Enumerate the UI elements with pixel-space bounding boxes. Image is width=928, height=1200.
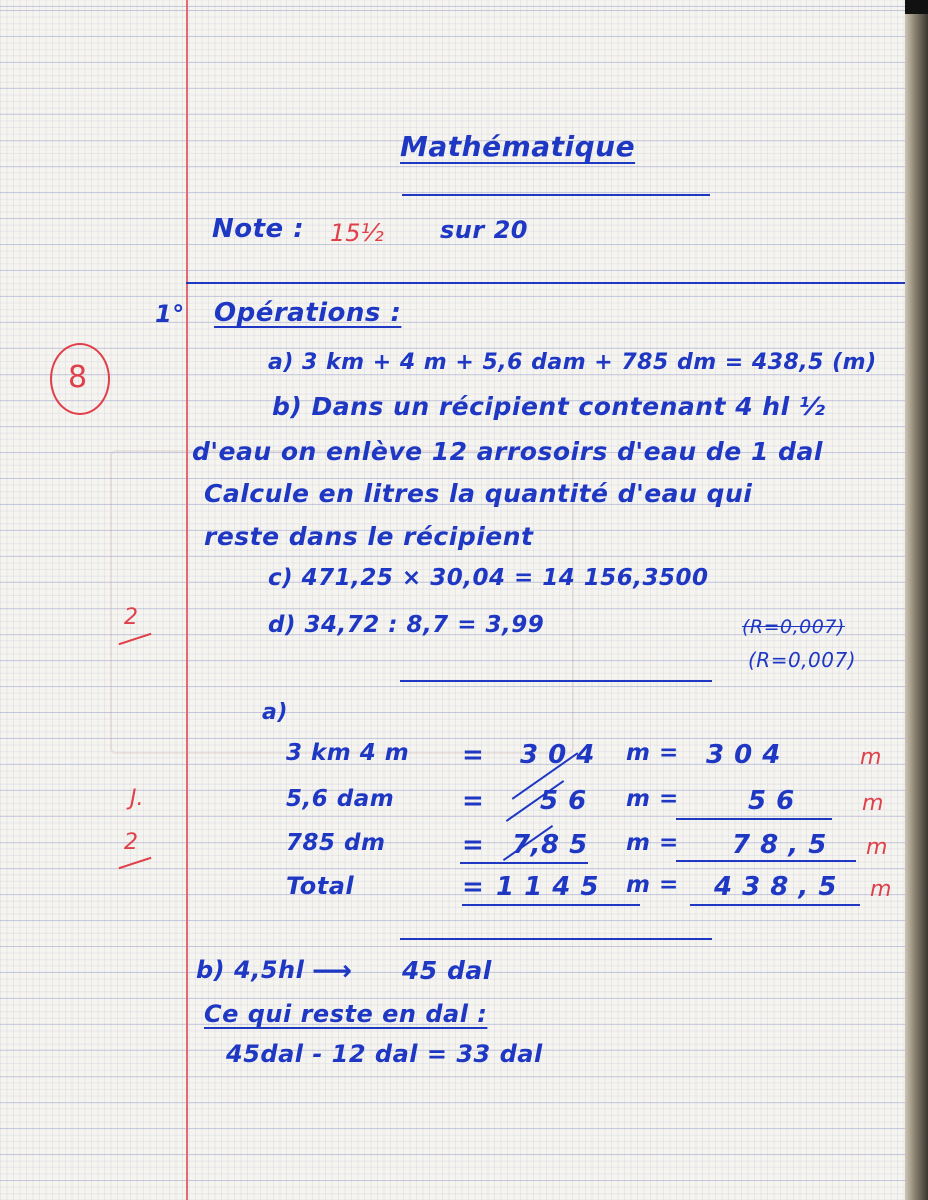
note-sur: sur 20: [440, 216, 528, 244]
solution-b-line2: Ce qui reste en dal :: [204, 1000, 488, 1028]
table-row-right: 3 0 4: [706, 740, 781, 770]
table-row-unit-red: m: [866, 835, 888, 860]
row-rule: [676, 818, 832, 820]
exercise-b-line1: b) Dans un récipient contenant 4 hl ½: [272, 392, 826, 421]
separator-2: [400, 938, 712, 940]
table-row-unit-red: m: [860, 745, 882, 770]
page-corner: [905, 0, 928, 14]
table-row-left: 3 km 4 m: [286, 740, 410, 766]
note-score: 15½: [330, 219, 384, 247]
table-row-left: 785 dm: [286, 830, 386, 856]
exercise-d-remainder: (R=0,007): [748, 648, 857, 672]
row-rule: [690, 904, 860, 906]
row-rule: [676, 860, 856, 862]
exercise-c: c) 471,25 × 30,04 = 14 156,3500: [268, 565, 709, 591]
table-row-eq: =: [462, 740, 485, 770]
exercise-a: a) 3 km + 4 m + 5,6 dam + 785 dm = 438,5 (m): [268, 350, 877, 375]
table-row-mid: 7,8 5: [512, 830, 588, 860]
table-row-mid: 5 6: [540, 786, 587, 816]
exercise-d-remainder-struck: (R=0,007): [742, 616, 845, 638]
note-label: Note :: [212, 214, 305, 244]
table-row-unit: m =: [626, 830, 679, 856]
table-row-unit: m =: [626, 740, 679, 766]
table-row-left: Total: [286, 872, 355, 900]
margin-mark-row2: 2: [124, 830, 138, 855]
table-row-right: 7 8 , 5: [732, 830, 827, 860]
table-row-mid: 3 0 4: [520, 740, 595, 770]
margin-mark-row1: J.: [130, 786, 144, 811]
table-row-unit: m =: [626, 786, 679, 812]
table-row-eq: =: [462, 786, 485, 816]
title-rule: [402, 194, 710, 196]
section-number: 1°: [155, 300, 185, 328]
table-row-mid: 1 1 4 5: [496, 872, 600, 902]
table-row-eq: =: [462, 830, 485, 860]
exercise-b-line3: Calcule en litres la quantité d'eau qui: [204, 479, 753, 508]
margin-line: [186, 0, 188, 1200]
table-row-left: 5,6 dam: [286, 786, 395, 812]
margin-mark-d: 2: [124, 605, 138, 630]
table-row-unit-red: m: [862, 791, 884, 816]
row-rule: [460, 862, 588, 864]
page-edge: [905, 0, 928, 1200]
page-title: Mathématique: [400, 130, 636, 163]
solution-b-line3: 45dal - 12 dal = 33 dal: [226, 1040, 543, 1068]
section-heading: Opérations :: [214, 298, 402, 328]
solution-b-line1-right: 45 dal: [402, 956, 492, 985]
circled-mark-value: 8: [68, 360, 88, 395]
table-row-unit: m =: [626, 872, 679, 898]
exercise-b-line4: reste dans le récipient: [204, 522, 534, 551]
exercise-b-line2: d'eau on enlève 12 arrosoirs d'eau de 1 dal: [192, 437, 823, 466]
exercise-d: d) 34,72 : 8,7 = 3,99: [268, 612, 545, 638]
note-rule: [186, 282, 905, 284]
row-rule: [462, 904, 640, 906]
table-row-right: 5 6: [748, 786, 795, 816]
table-row-unit-red: m: [870, 877, 892, 902]
solution-a-label: a): [262, 700, 288, 725]
solution-b-line1-left: b) 4,5hl: [196, 956, 305, 984]
arrow-icon: ⟶: [312, 954, 353, 987]
table-row-right: 4 3 8 , 5: [714, 872, 837, 902]
margin-tick-row2: [119, 857, 152, 869]
table-row-eq: =: [462, 872, 485, 902]
separator-1: [400, 680, 712, 682]
